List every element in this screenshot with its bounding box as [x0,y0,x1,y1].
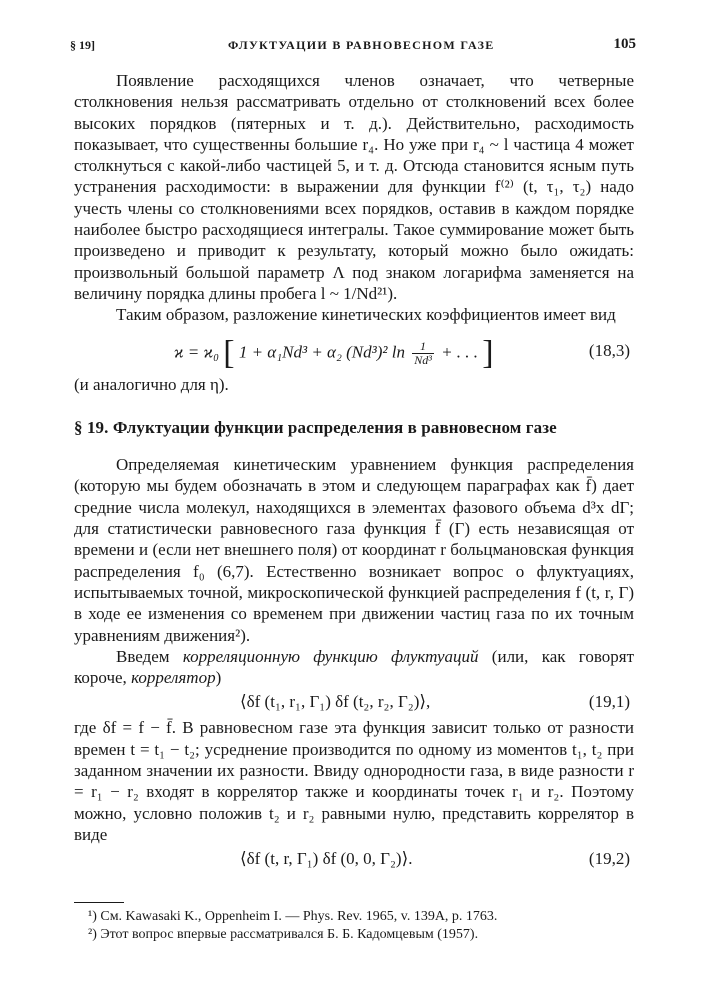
fraction-denominator: Nd³ [414,352,432,367]
equation-18-3-series: 1 + α₁Nd³ + α₂ (Nd³)² ln [238,341,405,361]
left-bracket: [ [223,333,235,371]
correlator-term: коррелятор [131,668,216,688]
correlator-intro-mid: (или, как говорят короче, [74,646,635,688]
header-title: ФЛУКТУАЦИИ В РАВНОВЕСНОМ ГАЗЕ [228,38,495,52]
paragraph-divergence: Появление расходящихся членов означает, что четверные столкновения нельзя рассматривать отдельно от столкновений всех более высоких порядков (пятерных и т. д.). Действительно, расходимость показывает, что существенны большие r₄. Но уже при r₄ ~ l частица 4 может столкнуться с какой-либо частицей 5, и т. д. Отсюда становится ясным путь устранения расходимости: в выражении для функции f⁽²⁾ (t, τ₁, τ₂) надо учесть члены со столкновениями всех порядков, оставив в каждом порядке наиболее быстро расходящиеся интегралы. Такое суммирование может быть произведено и приводит к результату, который можно было ожидать: произвольный большой параметр Λ под знаком логарифма заменяется на величину порядка длины пробега l ~ 1/Nd²¹). [74,71,634,303]
section-heading: § 19. Флуктуации функции распределения в равновесном газе [74,417,557,437]
correlator-intro-pre: Введем [116,646,183,666]
footnote-2: ²) Этот вопрос впервые рассматривался Б. Б. Кадомцевым (1957). [88,927,479,942]
right-bracket: ] [482,333,494,371]
paragraph-homogeneity: где δf = f − f̄. В равновесном газе эта функция зависит только от разности времен t = t₁ − t₂; усреднение производится по одному из моментов t₁, t₂ при заданном значении их разности. Ввиду однородности газа, в виде разности r = r₁ − r₂ входят в коррелятор также и координаты точек r₁ и r₂. Поэтому можно, условно положив t₂ и r₂ равными нулю, представить коррелятор в виде [74,718,634,844]
fraction-numerator: 1 [412,340,434,354]
paragraph-distribution-function: Определяемая кинетическим уравнением функция распределения (которую мы будем обозначать в этом и следующем параграфах как f̄) дает средние числа молекул, находящихся в элементах фазового объема d³x dΓ; для статистически равновесного газа функция f̄ (Γ) есть независящая от времени и (если нет внешнего поля) от координат r больцмановская функция распределения f₀ (6,7). Естественно возникает вопрос о флуктуациях, испытываемых точной, микроскопической функцией распределения f (t, r, Γ) в ходе ее изменения со временем при движении частиц газа по их точным уравнениям движения²). [74,455,634,645]
header-section-ref: § 19] [70,38,95,52]
equation-19-1 [74,688,634,717]
equation-18-3-expression [174,333,494,371]
paragraph-correlator-intro [74,646,634,689]
running-header [70,36,636,56]
equation-19-2-expression: ⟨δf (t, r, Γ₁) δf (0, 0, Γ₂)⟩. [240,849,413,869]
equation-18-3-tail: + . . . [441,341,479,361]
equation-19-2 [74,845,634,874]
equation-18-3-lhs: ϰ = ϰ₀ [174,341,219,361]
equation-19-2-number: (19,2) [588,849,630,869]
equation-19-1-expression: ⟨δf (t₁, r₁, Γ₁) δf (t₂, r₂, Γ₂)⟩, [240,692,431,712]
main-text [74,70,634,874]
footnote-rule [74,902,124,903]
paragraph-expansion-intro: Таким образом, разложение кинетических коэффициентов имеет вид [116,305,616,325]
footnotes [74,908,634,944]
equation-18-3-number: (18,3) [588,340,630,360]
page-number: 105 [613,36,636,52]
footnote-1: ¹) См. Kawasaki K., Oppenheim I. — Phys. Rev. 1965, v. 139A, p. 1763. [88,909,498,924]
paragraph-analogous-eta: (и аналогично для η). [74,374,229,394]
fraction [412,340,434,367]
correlator-intro-post: ) [215,668,222,688]
equation-18-3 [74,328,634,374]
equation-19-1-number: (19,1) [588,692,630,712]
correlation-function-term: корреляционную функцию флуктуаций [182,646,479,666]
